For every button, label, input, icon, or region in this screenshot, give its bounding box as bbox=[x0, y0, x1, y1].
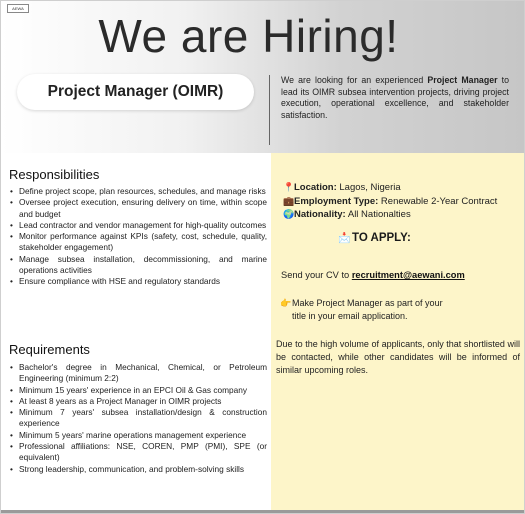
list-item: • At least 8 years as a Project Manager in OIMR projects bbox=[9, 396, 267, 407]
intro-paragraph: We are looking for an experienced Project Manager to lead its OIMR subsea intervention projects, driving project execution, operational excellence, and stakeholder satisfaction. bbox=[281, 75, 509, 120]
list-item: • Lead contractor and vendor management for high-quality outcomes bbox=[9, 220, 267, 231]
job-title-pill: Project Manager (OIMR) bbox=[17, 74, 254, 110]
list-item: • Oversee project execution, ensuring delivery on time, within scope and budget bbox=[9, 197, 267, 220]
list-item: • Ensure compliance with HSE and regulatory standards bbox=[9, 276, 267, 287]
divider-line bbox=[269, 75, 270, 145]
list-item: • Strong leadership, communication, and problem-solving skills bbox=[9, 464, 267, 475]
pointing-hand-icon: 👉 bbox=[280, 298, 292, 308]
page-title: We are Hiring! bbox=[98, 10, 399, 62]
list-item: • Minimum 15 years' experience in an EPCI Oil & Gas company bbox=[9, 385, 267, 396]
footer-bar bbox=[1, 510, 525, 514]
shortlist-notice: Due to the high volume of applicants, only that shortlisted will be contacted, while other candidates will be informed of similar upcoming roles. bbox=[276, 339, 520, 375]
responsibilities-heading: Responsibilities bbox=[9, 167, 100, 182]
requirements-heading: Requirements bbox=[9, 342, 90, 357]
responsibilities-list bbox=[9, 186, 267, 288]
list-item: • Minimum 7 years' subsea installation/design & construction experience bbox=[9, 407, 267, 430]
briefcase-icon: 💼 bbox=[283, 196, 295, 206]
nationality-line: 🌍Nationality: All Nationalties bbox=[283, 209, 411, 220]
email-link[interactable]: recruitment@aewani.com bbox=[351, 270, 465, 280]
employment-line: 💼Employment Type: Renewable 2-Year Contract bbox=[283, 196, 498, 207]
header-banner bbox=[1, 1, 525, 153]
send-cv-line: Send your CV to recruitment@aewani.com bbox=[281, 270, 465, 280]
location-line: 📍Location: Lagos, Nigeria bbox=[283, 182, 401, 193]
apply-heading: 📩 TO APPLY: bbox=[338, 232, 411, 244]
list-item: • Minimum 5 years' marine operations management experience bbox=[9, 430, 267, 441]
list-item: • Monitor performance against KPIs (safety, cost, schedule, quality, stakeholder engagement) bbox=[9, 231, 267, 254]
list-item: • Professional affiliations: NSE, COREN, PMP (PMI), SPE (or equivalent) bbox=[9, 441, 267, 464]
requirements-list bbox=[9, 362, 267, 475]
pin-icon: 📍 bbox=[283, 182, 295, 192]
list-item: • Bachelor's degree in Mechanical, Chemical, or Petroleum Engineering (minimum 2:2) bbox=[9, 362, 267, 385]
list-item: • Define project scope, plan resources, schedules, and manage risks bbox=[9, 186, 267, 197]
company-logo: AEWA bbox=[7, 4, 29, 13]
list-item: • Manage subsea installation, decommissioning, and marine operations activities bbox=[9, 254, 267, 277]
subject-instruction: 👉Make Project Manager as part of your title in your email application. bbox=[280, 298, 443, 321]
globe-person-icon: 🌍 bbox=[283, 209, 295, 219]
envelope-icon: 📩 bbox=[338, 233, 351, 244]
